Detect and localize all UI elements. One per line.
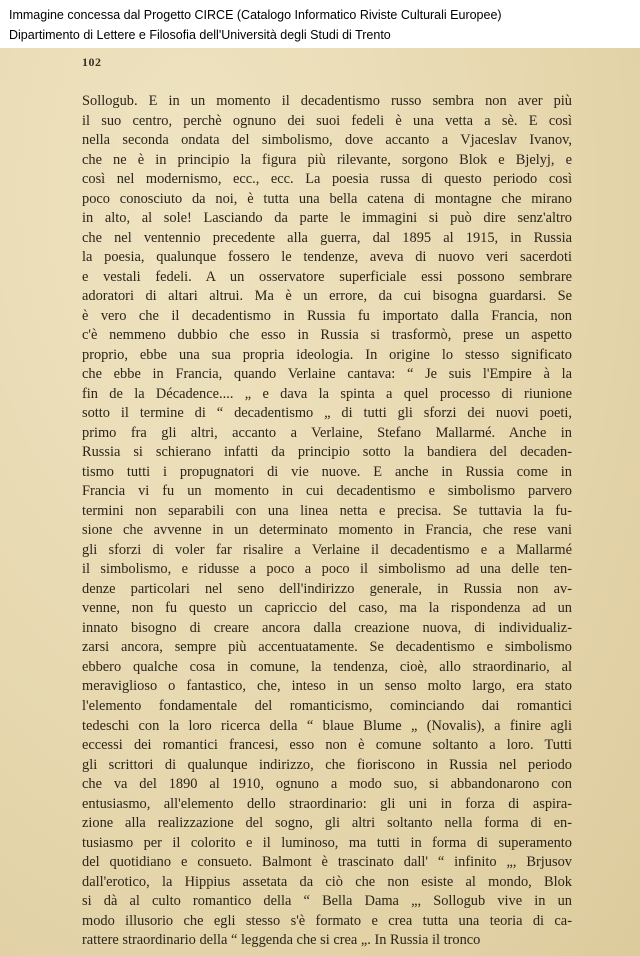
text-line: zarsi ancora, sempre più accentuatamente. Se decadentismo e simbolismo [82,639,572,656]
text-line: il suo centro, perchè ognuno dei suoi fedeli è una vetta a sè. E così [82,112,572,129]
text-line: rattere straordinario della “ leggenda che si crea „. In Russia il tronco [82,932,481,949]
text-line: sione che avvenne in un determinato momento in Francia, che rese vani [82,522,572,539]
text-line: del quotidiano e consueto. Balmont è trascinato dall' “ infinito „, Brjusov [82,854,572,871]
text-line: gli sforzi di voler far risalire a Verlaine il decadentismo e a Mallarmé [82,541,572,558]
text-line: venne, non fu questo un capriccio del caso, ma la rispondenza ad un [82,600,572,617]
text-line: che ebbe in Francia, quando Verlaine cantava: “ Je suis l'Empire à la [82,366,572,383]
text-line: e vestali fedeli. A un osservatore superficiale essi possono sembrare [82,268,572,285]
attribution-line-2: Dipartimento di Lettere e Filosofia dell'Università degli Studi di Trento [9,28,391,42]
attribution-banner [0,0,640,48]
text-line: il simbolismo, e ridusse a poco a poco il simbolismo ad una delle ten- [82,561,572,578]
text-line: Russia si schierano infatti da principio sotto la bandiera del decaden- [82,444,572,461]
text-line: che ne è in principio la figura più rilevante, sorgono Blok e Bjelyj, e [82,151,572,168]
text-line: dall'erotico, la Hippius assetata da ciò che non esiste al mondo, Blok [82,873,572,890]
body-text [82,92,572,951]
text-line: modo illusorio che egli stesso s'è formato e crea tutta una teoria di ca- [82,912,572,929]
text-line: l'elemento fondamentale del romanticismo, cominciando dai romantici [82,697,572,714]
text-line: che nel ventennio precedente alla guerra, dal 1895 al 1915, in Russia [82,229,572,246]
text-line: nella seconda ondata del simbolismo, dove accanto a Vjaceslav Ivanov, [82,132,572,149]
text-line: tedeschi con la loro ricerca della “ blaue Blume „ (Novalis), a finire agli [82,717,572,734]
text-line: denze particolari nel seno dell'indirizzo generale, in Russia non av- [82,580,572,597]
text-line: fin de la Décadence.... „ e dava la spinta a quel processo di riunione [82,385,572,402]
attribution-line-1: Immagine concessa dal Progetto CIRCE (Catalogo Informatico Riviste Culturali Europee) [9,8,502,22]
text-line: primo fra gli altri, accanto a Verlaine, Stefano Mallarmé. Anche in [82,424,572,441]
text-line: in alto, al sole! Lasciando da parte le immagini si può dire senz'altro [82,210,572,227]
text-line: tusiasmo per il colorito e il luminoso, ma tutti in forma di superamento [82,834,572,851]
text-line: eccessi dei romantici francesi, esso non è comune soltanto a loro. Tutti [82,737,572,754]
text-line: si dà al culto romantico della “ Bella Dama „, Sollogub vive in un [82,893,572,910]
text-line: meraviglioso o fantastico, che, inteso in un senso molto largo, era stato [82,678,572,695]
page-number: 102 [82,55,102,69]
text-line: così nel modernismo, ecc., ecc. La poesia russa di questo periodo così [82,171,572,188]
text-line: Francia vi fu un momento in cui decadentismo e simbolismo parvero [82,483,572,500]
text-line: gli scrittori di qualunque indirizzo, che fioriscono in Russia nel periodo [82,756,572,773]
text-line: proprio, ebbe una sua propria ideologia. In origine lo stesso significato [82,346,572,363]
text-line: ebbero qualche cosa in comune, la tendenza, cioè, allo straordinario, al [82,658,572,675]
text-line: zione alla realizzazione del sogno, gli altri soltanto nella forma di en- [82,815,572,832]
text-line: la poesia, qualunque fossero le tendenze, aveva di nuovo veri sacerdoti [82,249,572,266]
text-line: che va del 1890 al 1910, ognuno a modo suo, si abbandonarono con [82,776,572,793]
text-line: è vero che il decadentismo in Russia fu importato dalla Francia, non [82,307,572,324]
text-line: innato bisogno di creare ancora dalla creazione nuova, di individualiz- [82,619,572,636]
text-line: Sollogub. E in un momento il decadentismo russo sembra non aver più [82,93,572,109]
text-line: termini non separabili con una linea netta e precisa. Se tuttavia la fu- [82,502,572,519]
text-line: adoratori di altari altrui. Ma è un errore, da cui bisogna guardarsi. Se [82,288,572,305]
text-line: poco conosciuto da noi, è tutta una bella catena di montagne che mirano [82,190,572,207]
text-line: sotto il termine di “ decadentismo „ di tutti gli sforzi dei nuovi poeti, [82,405,572,422]
text-line: c'è nemmeno dubbio che esso in Russia si trasformò, prese un aspetto [82,327,572,344]
text-line: tismo tutti i propugnatori di vie nuove. E anche in Russia come in [82,463,572,480]
text-line: entusiasmo, all'elemento dello straordinario: gli uni in forza di aspira- [82,795,572,812]
